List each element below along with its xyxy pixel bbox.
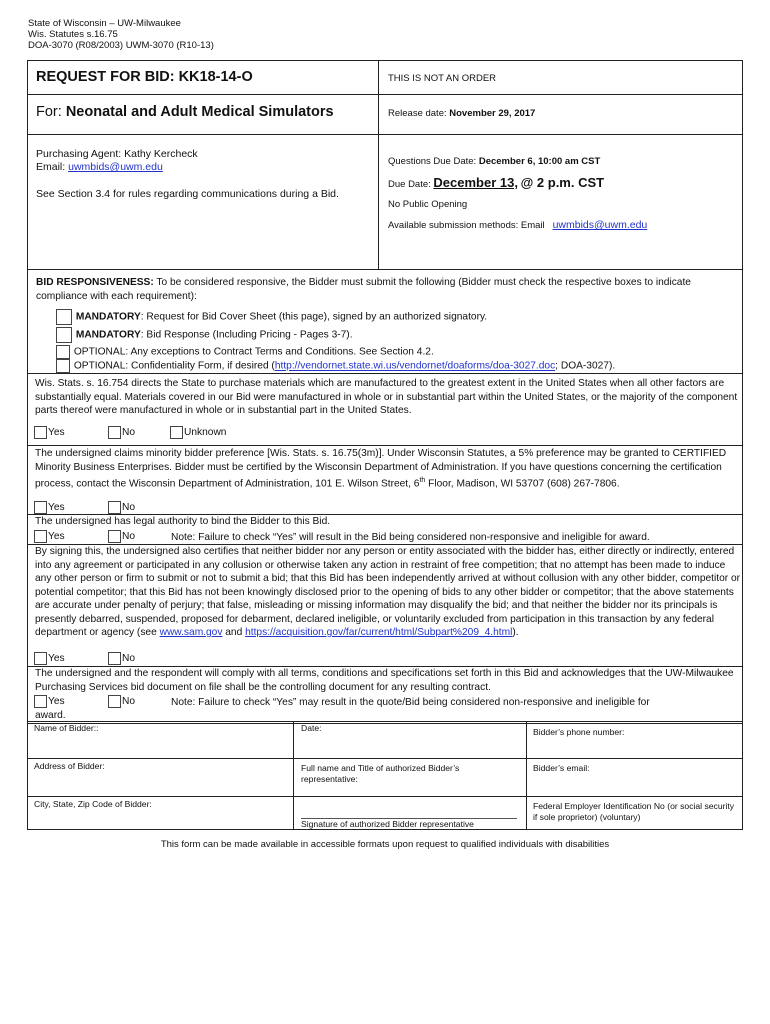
responsiveness-intro: [36, 276, 736, 303]
checkbox[interactable]: [34, 530, 47, 543]
release-date: [388, 107, 535, 121]
minority-preference-text: [35, 447, 743, 491]
us-manufacture-yes: [34, 426, 65, 439]
acquisition-gov-link[interactable]: https://acquisition.gov/far/current/html/Subpart%209_4.html: [245, 627, 513, 638]
header-line-3: DOA-3070 (R08/2003) UWM-3070 (R10-13): [28, 40, 214, 51]
header-line-2: Wis. Statutes s.16.75: [28, 29, 118, 40]
divider: [27, 134, 743, 135]
checkbox[interactable]: [170, 426, 183, 439]
checkbox[interactable]: [34, 695, 47, 708]
opt-text: OPTIONAL: Confidentiality Form, if desired (: [73, 360, 275, 372]
checkbox[interactable]: [108, 426, 121, 439]
authority-note: Note: Failure to check “Yes” will result in the Bid being considered non-responsive and ineligible for award.: [171, 532, 650, 543]
req-cover-sheet: [56, 309, 487, 325]
option-label: Yes: [48, 653, 65, 665]
bidder-name-field[interactable]: Name of Bidder::: [34, 723, 99, 733]
divider: [378, 60, 379, 270]
agent-email-label: Email:: [36, 161, 66, 173]
opt-confidentiality: [56, 359, 615, 373]
responsiveness-text: To be considered responsive, the Bidder must submit the following (Bidder must check the respective boxes to indicate compliance with each requirement):: [36, 277, 691, 302]
req-text: : Request for Bid Cover Sheet (this page), signed by an authorized signatory.: [140, 311, 488, 323]
legal-authority-text: The undersigned has legal authority to bind the Bidder to this Bid.: [35, 516, 331, 527]
compliance-text: The undersigned and the respondent will comply with all terms, conditions and specifications set forth in this Bid and acknowledges that the UW-Milwaukee Purchasing Services bid document on file shall be the controlling document for any resulting contract.: [35, 668, 734, 693]
agent-email-link[interactable]: uwmbids@uwm.edu: [68, 161, 163, 173]
authority-no: [108, 530, 135, 543]
rfb-title: REQUEST FOR BID: KK18-14-O: [36, 69, 253, 85]
bidder-email-field[interactable]: Bidder’s email:: [533, 763, 590, 773]
purchasing-agent: Purchasing Agent: Kathy Kercheck: [36, 148, 198, 160]
option-label: Yes: [48, 696, 65, 708]
checkbox[interactable]: [56, 359, 70, 373]
checkbox[interactable]: [108, 695, 121, 708]
agent-email-line: [36, 161, 163, 175]
not-an-order: THIS IS NOT AN ORDER: [388, 73, 497, 84]
option-label: Unknown: [184, 427, 227, 439]
req-label: MANDATORY: [75, 329, 141, 341]
compliance-yes: [34, 695, 65, 708]
submission-methods: [388, 219, 647, 233]
checkbox[interactable]: [56, 309, 72, 325]
release-value: November 29, 2017: [449, 108, 536, 119]
bidder-address-field[interactable]: Address of Bidder:: [34, 761, 105, 771]
due-time-value: @ 2 p.m. CST: [520, 175, 605, 190]
minority-no: [108, 501, 135, 514]
signature-label: Signature of authorized Bidder representative: [301, 819, 474, 829]
divider: [27, 373, 743, 374]
accessibility-footer: This form can be made available in accessible formats upon request to qualified individuals with disabilities: [160, 839, 610, 850]
divider: [27, 445, 743, 446]
option-label: No: [122, 653, 136, 665]
checkbox[interactable]: [108, 501, 121, 514]
no-public-opening: No Public Opening: [388, 199, 468, 210]
certification-body: By signing this, the undersigned also certifies that neither bidder nor any person or entity associated with the bidder has, either directly or indirectly, entered into any agreement or participated in any collusion or otherwise taken any action in restraint of free competition; that no attempt has been made to induce any other person or firm to submit or not to submit a bid; that this Bid has been independently arrived at without collusion with any other bidder, competitor or potential competitor; that this Bid has not been knowingly disclosed prior to the opening of bids to any other bidder or competitor; that the above statements are accurate under penalty of perjury; that false, misleading or missing information may disqualify the bid; and that neither the bidder nor its principals is presently debarred, suspended, proposed for debarment, declared ineligible, or voluntarily excluded from participation in this transaction by any federal department or agency (see: [35, 546, 741, 638]
divider: [27, 796, 743, 797]
divider: [27, 758, 743, 759]
compliance-note-end: award.: [35, 710, 66, 721]
checkbox[interactable]: [56, 345, 70, 359]
req-text: : Bid Response (Including Pricing - Pages 3-7).: [140, 329, 353, 341]
fein-field[interactable]: Federal Employer Identification No (or social security if sole proprietor) (voluntary): [533, 801, 735, 822]
responsiveness-heading: BID RESPONSIVENESS:: [36, 277, 154, 288]
req-label: MANDATORY: [75, 311, 141, 323]
checkbox[interactable]: [34, 501, 47, 514]
communications-note: See Section 3.4 for rules regarding communications during a Bid.: [36, 188, 339, 200]
project-title: [36, 103, 334, 121]
superscript: th: [419, 477, 426, 484]
divider: [293, 721, 294, 830]
due-label: Due Date:: [388, 179, 431, 190]
option-label: No: [122, 531, 136, 543]
option-label: No: [122, 696, 136, 708]
checkbox[interactable]: [56, 327, 72, 343]
certification-mid: and: [222, 627, 246, 638]
option-label: Yes: [48, 531, 65, 543]
divider: [526, 721, 527, 830]
release-label: Release date:: [388, 108, 447, 119]
questions-label: Questions Due Date:: [388, 156, 477, 167]
divider: [27, 94, 743, 95]
compliance-no: [108, 695, 135, 708]
compliance-note: Note: Failure to check “Yes” may result in the quote/Bid being considered non-responsive and ineligible for: [171, 697, 650, 708]
certification-end: ).: [512, 627, 519, 638]
option-label: Yes: [48, 427, 65, 439]
certification-text: [35, 545, 741, 640]
doa-3027-link[interactable]: http://vendornet.state.wi.us/vendornet/doaforms/doa-3027.doc: [274, 360, 556, 372]
option-label: No: [122, 502, 136, 514]
option-label: Yes: [48, 502, 65, 514]
for-label: For:: [36, 104, 62, 120]
certification-yes: [34, 652, 65, 665]
date-field[interactable]: Date:: [301, 723, 322, 733]
submission-email-link[interactable]: uwmbids@uwm.edu: [552, 219, 648, 231]
option-label: No: [122, 427, 136, 439]
due-date-value: December 13,: [433, 175, 518, 190]
questions-value: December 6, 10:00 am CST: [478, 156, 601, 167]
req-bid-response: [56, 327, 353, 343]
us-manufacture-unknown: [170, 426, 226, 439]
checkbox[interactable]: [108, 530, 121, 543]
minority-text: The undersigned claims minority bidder preference [Wis. Stats. s. 16.75(3m)]. Under Wisconsin Statutes, a 5% preference may be granted to CERTIFIED Minority Business Enterprises. Bidder must be certified by the Wisconsin Department of Administration. If you have questions concerning the certification process, contact the Wisconsin Department of Administration, 101 E. Wilson Street, 6: [35, 448, 727, 490]
sam-gov-link[interactable]: www.sam.gov: [159, 627, 223, 638]
due-date: [388, 176, 604, 192]
us-manufacture-text: Wis. Stats. s. 16.754 directs the State to purchase materials which are manufactured to the greatest extent in the United States when all other factors are substantially equal. Materials covered in our Bid were manufactured in whole or in substantial part within the United States, or the majority of the component parts thereof were manufactured in whole or in substantial part in the United States.: [35, 378, 738, 416]
opt-exceptions: [56, 345, 434, 359]
header-line-1: State of Wisconsin – UW-Milwaukee: [28, 18, 181, 29]
city-state-zip-field[interactable]: City, State, Zip Code of Bidder:: [34, 799, 152, 809]
authority-yes: [34, 530, 65, 543]
opt-text-end: ; DOA-3027).: [555, 360, 616, 372]
checkbox[interactable]: [34, 426, 47, 439]
us-manufacture-no: [108, 426, 135, 439]
opt-text: OPTIONAL: Any exceptions to Contract Terms and Conditions. See Section 4.2.: [73, 346, 434, 358]
bidder-phone-field[interactable]: Bidder’s phone number:: [533, 727, 625, 737]
questions-due: [388, 155, 600, 169]
for-value: Neonatal and Adult Medical Simulators: [65, 104, 334, 120]
representative-name-field[interactable]: Full name and Title of authorized Bidder’s representative:: [301, 763, 460, 784]
certification-no: [108, 652, 135, 665]
methods-label: Available submission methods: Email: [388, 220, 545, 231]
checkbox[interactable]: [108, 652, 121, 665]
form-header: [28, 18, 214, 51]
checkbox[interactable]: [34, 652, 47, 665]
minority-text-end: Floor, Madison, WI 53707 (608) 267-7806.: [425, 478, 620, 490]
minority-yes: [34, 501, 65, 514]
